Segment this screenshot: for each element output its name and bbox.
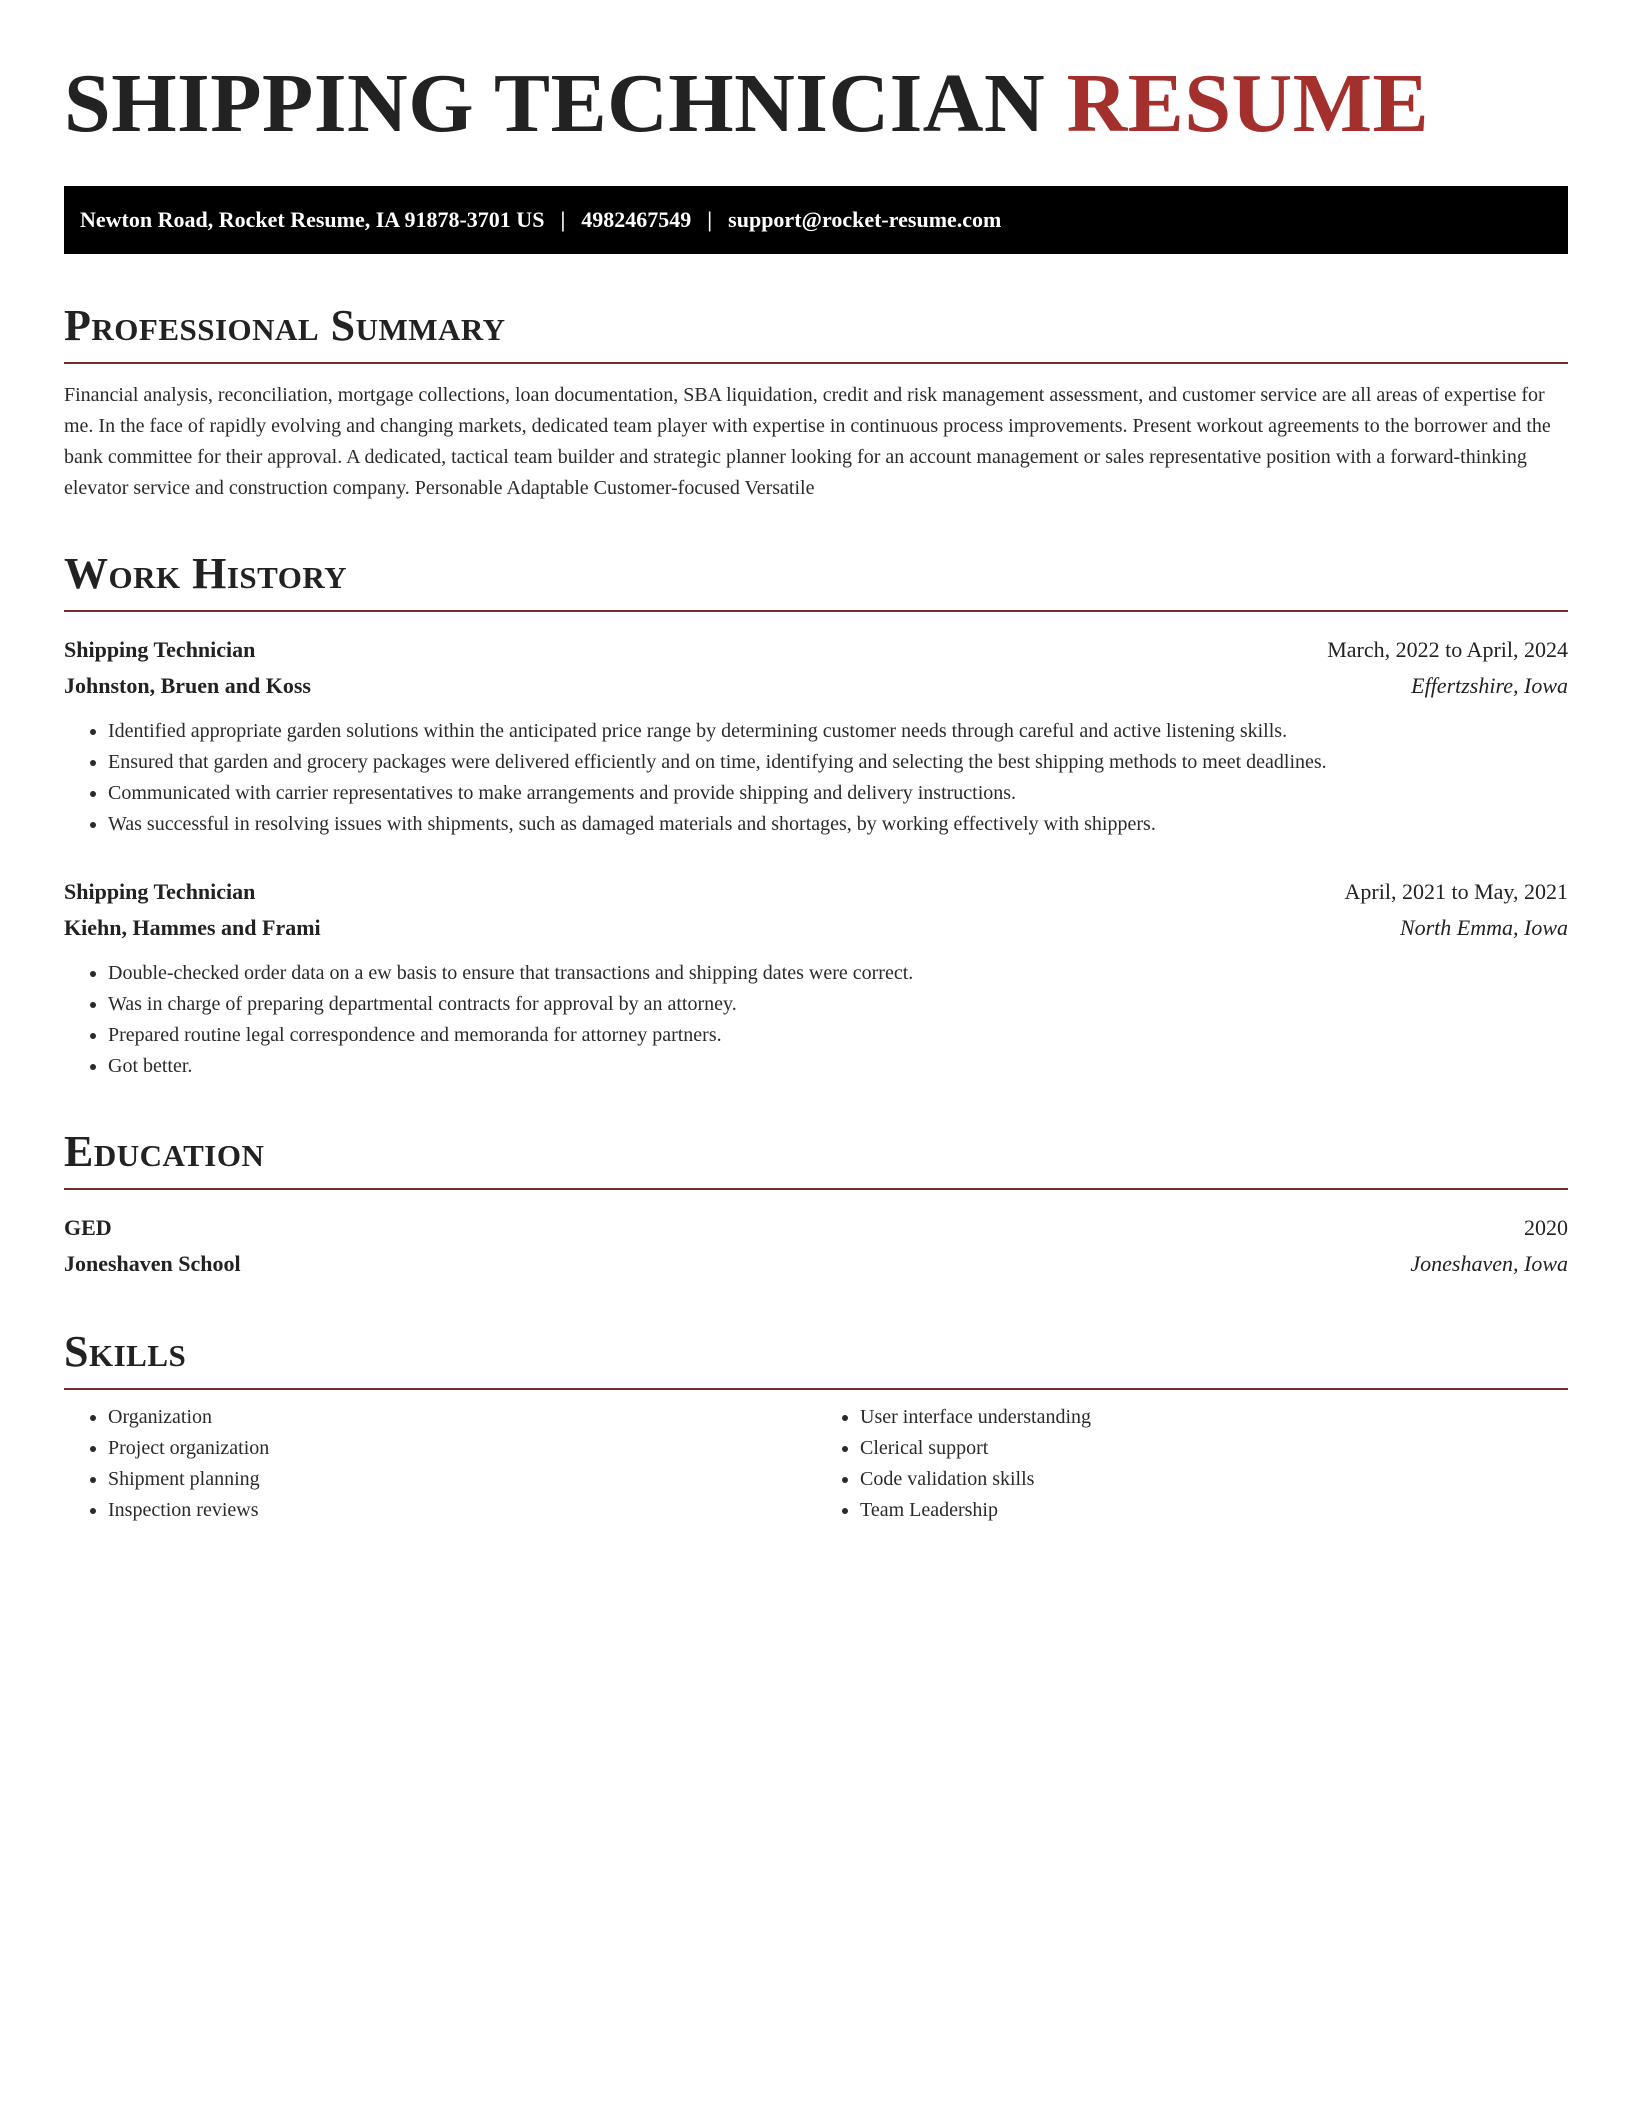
job-bullets (64, 716, 1568, 840)
contact-separator: | (707, 207, 713, 232)
education-heading: Education (64, 1127, 265, 1176)
skill-item: • Code validation skills (860, 1464, 1568, 1495)
education-location: Joneshaven, Iowa (1410, 1251, 1568, 1276)
education-entry (64, 1210, 1568, 1282)
job-bullet: • Identified appropriate garden solutions within the anticipated price range by determining customer needs through careful and active listening skills. (108, 716, 1568, 747)
job-title-row (64, 874, 1568, 910)
job-bullet: • Communicated with carrier representatives to make arrangements and provide shipping and delivery instructions. (108, 778, 1568, 809)
job-bullet: • Ensured that garden and grocery packages were delivered efficiently and on time, identifying and selecting the best shipping methods to meet deadlines. (108, 747, 1568, 778)
skills-section (64, 1326, 1568, 1526)
skill-item: • Inspection reviews (108, 1495, 816, 1526)
job-title: Shipping Technician (64, 879, 256, 904)
summary-section (64, 300, 1568, 504)
job-company: Johnston, Bruen and Koss (64, 673, 311, 698)
job-entry (64, 632, 1568, 840)
education-school-row (64, 1246, 1568, 1282)
skill-item: • Project organization (108, 1433, 816, 1464)
section-divider (64, 610, 1568, 612)
contact-address: Newton Road, Rocket Resume, IA 91878-3701 US (80, 207, 545, 232)
job-company-row (64, 910, 1568, 946)
job-title: Shipping Technician (64, 637, 256, 662)
resume-title (64, 56, 1568, 152)
education-year: 2020 (1524, 1215, 1568, 1240)
skill-item: • Shipment planning (108, 1464, 816, 1495)
job-location: North Emma, Iowa (1399, 915, 1568, 940)
education-section (64, 1126, 1568, 1282)
title-accent: RESUME (1066, 57, 1430, 150)
job-company-row (64, 668, 1568, 704)
education-degree: GED (64, 1215, 112, 1240)
skill-item: • Clerical support (860, 1433, 1568, 1464)
summary-heading: Professional Summary (64, 301, 506, 350)
title-main: SHIPPING TECHNICIAN (64, 57, 1046, 150)
job-bullet: • Got better. (108, 1051, 1568, 1082)
education-degree-row (64, 1210, 1568, 1246)
section-divider (64, 1388, 1568, 1390)
job-dates: March, 2022 to April, 2024 (1327, 637, 1568, 662)
contact-phone[interactable]: 4982467549 (581, 207, 692, 232)
job-title-row (64, 632, 1568, 668)
job-bullet: • Double-checked order data on a ew basis to ensure that transactions and shipping dates were correct. (108, 958, 1568, 989)
job-dates: April, 2021 to May, 2021 (1344, 879, 1568, 904)
contact-email[interactable]: support@rocket-resume.com (728, 207, 1002, 232)
skill-item: • Team Leadership (860, 1495, 1568, 1526)
skills-left-column (64, 1402, 816, 1526)
work-history-heading: Work History (64, 549, 348, 598)
job-location: Effertzshire, Iowa (1411, 673, 1568, 698)
skills-right-column (816, 1402, 1568, 1526)
section-divider (64, 1188, 1568, 1190)
job-bullets (64, 958, 1568, 1082)
contact-separator: | (560, 207, 566, 232)
contact-bar (64, 186, 1568, 254)
skill-item: • Organization (108, 1402, 816, 1433)
skills-columns (64, 1402, 1568, 1526)
education-school: Joneshaven School (64, 1251, 241, 1276)
skill-item: • User interface understanding (860, 1402, 1568, 1433)
job-entry (64, 874, 1568, 1082)
section-divider (64, 362, 1568, 364)
job-company: Kiehn, Hammes and Frami (64, 915, 321, 940)
skills-heading: Skills (64, 1327, 187, 1376)
job-bullet: • Was successful in resolving issues with shipments, such as damaged materials and shortages, by working effectively with shippers. (108, 809, 1568, 840)
work-history-section (64, 548, 1568, 1082)
summary-text: Financial analysis, reconciliation, mortgage collections, loan documentation, SBA liquidation, credit and risk management assessment, and customer service are all areas of expertise for me. In the face of rapidly evolving and changing markets, dedicated team player with expertise in continuous process improvements. Present workout agreements to the borrower and the bank committee for their approval. A dedicated, tactical team builder and strategic planner looking for an account management or sales representative position with a forward-thinking elevator service and construction company. Personable Adaptable Customer-focused Versatile (64, 384, 1551, 499)
job-bullet: • Prepared routine legal correspondence and memoranda for attorney partners. (108, 1020, 1568, 1051)
job-bullet: • Was in charge of preparing departmental contracts for approval by an attorney. (108, 989, 1568, 1020)
